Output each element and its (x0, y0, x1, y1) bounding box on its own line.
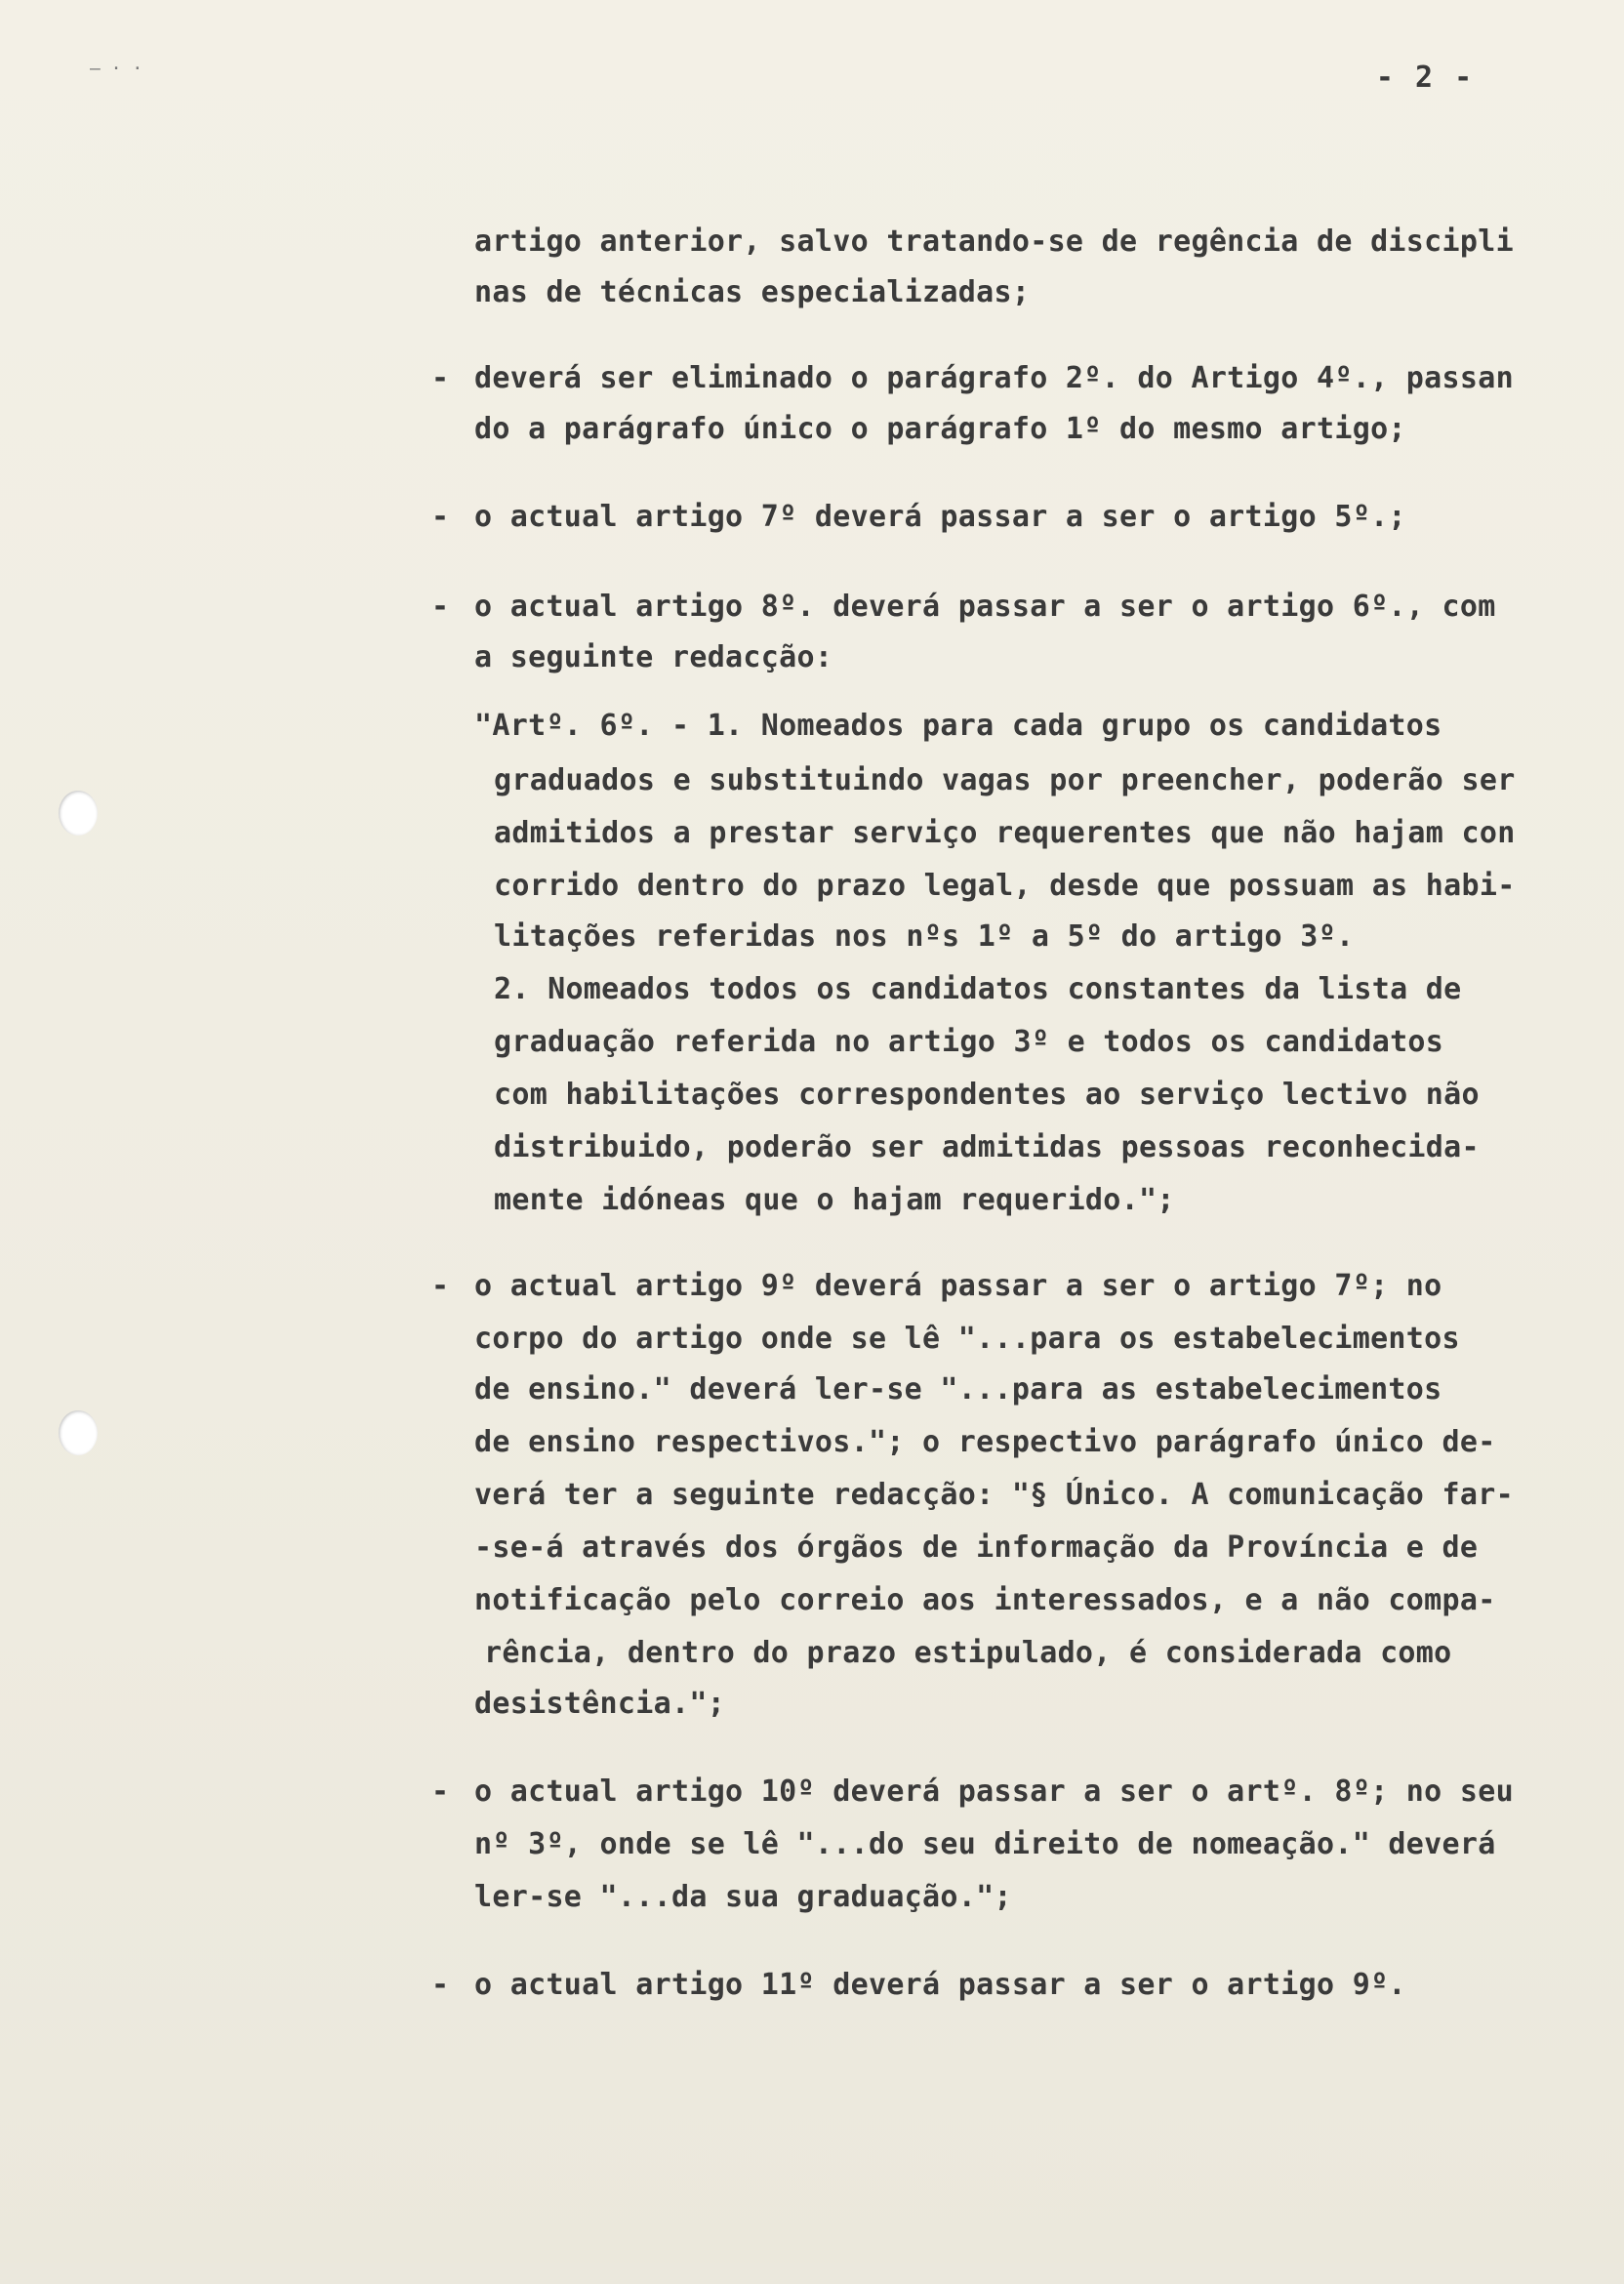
text-line: o actual artigo 8º. deverá passar a ser o artigo 6º., com (474, 590, 1496, 624)
text-line: deverá ser eliminado o parágrafo 2º. do Artigo 4º., passan (474, 361, 1514, 395)
text-line: de ensino." deverá ler-se "...para as estabelecimentos (474, 1372, 1442, 1407)
bullet-dash: - (431, 500, 450, 534)
page-bottom-edge (0, 2263, 1624, 2284)
text-line: nas de técnicas especializadas; (474, 275, 1031, 309)
corner-mark: — · · (90, 59, 143, 79)
text-line: graduação referida no artigo 3º e todos os candidatos (494, 1025, 1444, 1059)
text-line: o actual artigo 9º deverá passar a ser o artigo 7º; no (474, 1269, 1442, 1303)
text-line: corpo do artigo onde se lê "...para os estabelecimentos (474, 1322, 1460, 1356)
text-line: notificação pelo correio aos interessados, e a não compa- (474, 1583, 1496, 1617)
text-line: mente idóneas que o hajam requerido."; (494, 1183, 1175, 1217)
text-line: litações referidas nos nºs 1º a 5º do artigo 3º. (494, 919, 1355, 954)
bullet-dash: - (431, 1968, 450, 2002)
bullet-dash: - (431, 1774, 450, 1809)
text-line: com habilitações correspondentes ao serviço lectivo não (494, 1078, 1480, 1112)
text-line: rência, dentro do prazo estipulado, é considerada como (484, 1636, 1452, 1670)
text-line: admitidos a prestar serviço requerentes que não hajam con (494, 816, 1516, 850)
text-line: o actual artigo 10º deverá passar a ser o artº. 8º; no seu (474, 1774, 1514, 1809)
text-line: -se-á através dos órgãos de informação da Província e de (474, 1530, 1479, 1565)
text-line: o actual artigo 11º deverá passar a ser o artigo 9º. (474, 1968, 1406, 2002)
text-line: de ensino respectivos."; o respectivo parágrafo único de- (474, 1425, 1496, 1459)
text-line: o actual artigo 7º deverá passar a ser o artigo 5º.; (474, 500, 1406, 534)
text-line: a seguinte redacção: (474, 640, 833, 674)
bullet-dash: - (431, 1269, 450, 1303)
text-line: nº 3º, onde se lê "...do seu direito de nomeação." deverá (474, 1827, 1496, 1861)
page-number: - 2 - (1375, 61, 1475, 95)
text-line: do a parágrafo único o parágrafo 1º do mesmo artigo; (474, 412, 1406, 446)
text-line: 2. Nomeados todos os candidatos constantes da lista de (494, 972, 1462, 1006)
text-line: graduados e substituindo vagas por preencher, poderão ser (494, 763, 1516, 797)
text-line: distribuido, poderão ser admitidas pessoas reconhecida- (494, 1130, 1480, 1164)
text-line: ler-se "...da sua graduação."; (474, 1880, 1012, 1914)
text-line: desistência."; (474, 1687, 726, 1721)
text-line: corrido dentro do prazo legal, desde que possuam as habi- (494, 869, 1516, 903)
text-line: "Artº. 6º. - 1. Nomeados para cada grupo os candidatos (474, 709, 1442, 743)
punch-hole-bottom (59, 1410, 98, 1455)
text-line: artigo anterior, salvo tratando-se de regência de discipli (474, 224, 1514, 259)
punch-hole-top (59, 791, 98, 836)
bullet-dash: - (431, 590, 450, 624)
bullet-dash: - (431, 361, 450, 395)
text-line: verá ter a seguinte redacção: "§ Único. A comunicação far- (474, 1478, 1514, 1512)
